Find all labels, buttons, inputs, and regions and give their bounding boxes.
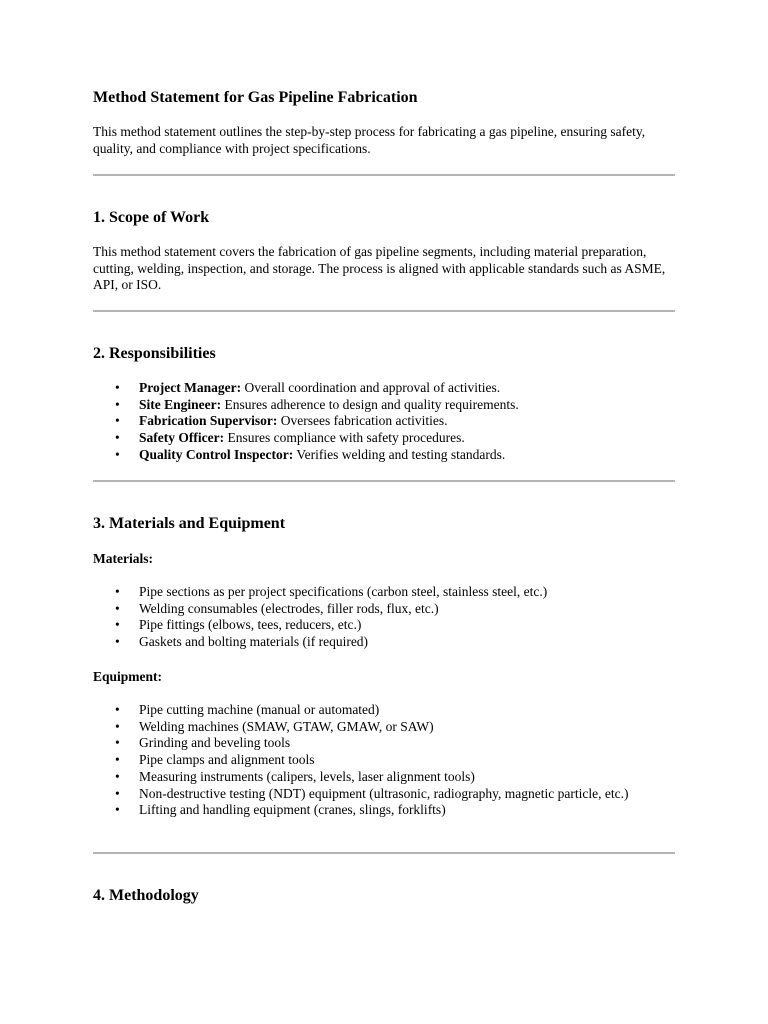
role-description: Ensures compliance with safety procedures. bbox=[224, 430, 465, 446]
equipment-list bbox=[93, 702, 678, 819]
role-description: Ensures adherence to design and quality requirements. bbox=[221, 396, 519, 412]
list-item bbox=[93, 397, 678, 414]
list-item: • Gaskets and bolting materials (if required) bbox=[93, 634, 678, 651]
role-description: Oversees fabrication activities. bbox=[277, 413, 448, 429]
scope-paragraph: This method statement covers the fabrication of gas pipeline segments, including material preparation, cutting, welding, inspection, and storage. The process is aligned with applicable standards such as ASME, API, or ISO. bbox=[93, 244, 666, 293]
role-label: Project Manager: bbox=[139, 380, 242, 395]
scope-heading: 1. Scope of Work bbox=[93, 209, 210, 226]
list-item bbox=[93, 380, 678, 397]
list-item: • Pipe fittings (elbows, tees, reducers, etc.) bbox=[93, 617, 678, 634]
list-item: • Welding consumables (electrodes, filler rods, flux, etc.) bbox=[93, 601, 678, 618]
methodology-heading: 4. Methodology bbox=[93, 887, 199, 904]
role-description: Overall coordination and approval of activities. bbox=[241, 380, 501, 395]
equipment-subheading: Equipment: bbox=[93, 669, 163, 684]
role-label: Fabrication Supervisor: bbox=[139, 413, 278, 429]
list-item: • Welding machines (SMAW, GTAW, GMAW, or SAW) bbox=[93, 719, 678, 736]
list-item: • Pipe cutting machine (manual or automated) bbox=[93, 702, 678, 719]
section-divider bbox=[93, 310, 675, 312]
list-item: • Grinding and beveling tools bbox=[93, 735, 678, 752]
list-item: • Pipe sections as per project specifications (carbon steel, stainless steel, etc.) bbox=[93, 584, 678, 601]
role-label: Quality Control Inspector: bbox=[139, 446, 294, 462]
section-divider bbox=[93, 852, 675, 854]
list-item bbox=[93, 413, 678, 430]
materials-subheading: Materials: bbox=[93, 551, 153, 566]
section-divider bbox=[93, 174, 675, 176]
list-item bbox=[93, 447, 678, 464]
document-title: Method Statement for Gas Pipeline Fabrication bbox=[93, 89, 418, 106]
list-item: • Pipe clamps and alignment tools bbox=[93, 752, 678, 769]
intro-paragraph: This method statement outlines the step-by-step process for fabricating a gas pipeline, ensuring safety, quality, and compliance with project specifications. bbox=[93, 124, 646, 156]
list-item: • Non-destructive testing (NDT) equipment (ultrasonic, radiography, magnetic particle, etc.) bbox=[93, 786, 678, 803]
responsibilities-heading: 2. Responsibilities bbox=[93, 345, 216, 362]
role-description: Verifies welding and testing standards. bbox=[293, 446, 506, 462]
materials-list bbox=[93, 584, 678, 651]
list-item bbox=[93, 430, 678, 447]
list-item: • Lifting and handling equipment (cranes, slings, forklifts) bbox=[93, 802, 678, 819]
materials-equipment-heading: 3. Materials and Equipment bbox=[93, 515, 286, 532]
responsibilities-list bbox=[93, 380, 678, 464]
role-label: Site Engineer: bbox=[139, 396, 222, 412]
list-item: • Measuring instruments (calipers, levels, laser alignment tools) bbox=[93, 769, 678, 786]
section-divider bbox=[93, 480, 675, 482]
role-label: Safety Officer: bbox=[139, 430, 225, 446]
